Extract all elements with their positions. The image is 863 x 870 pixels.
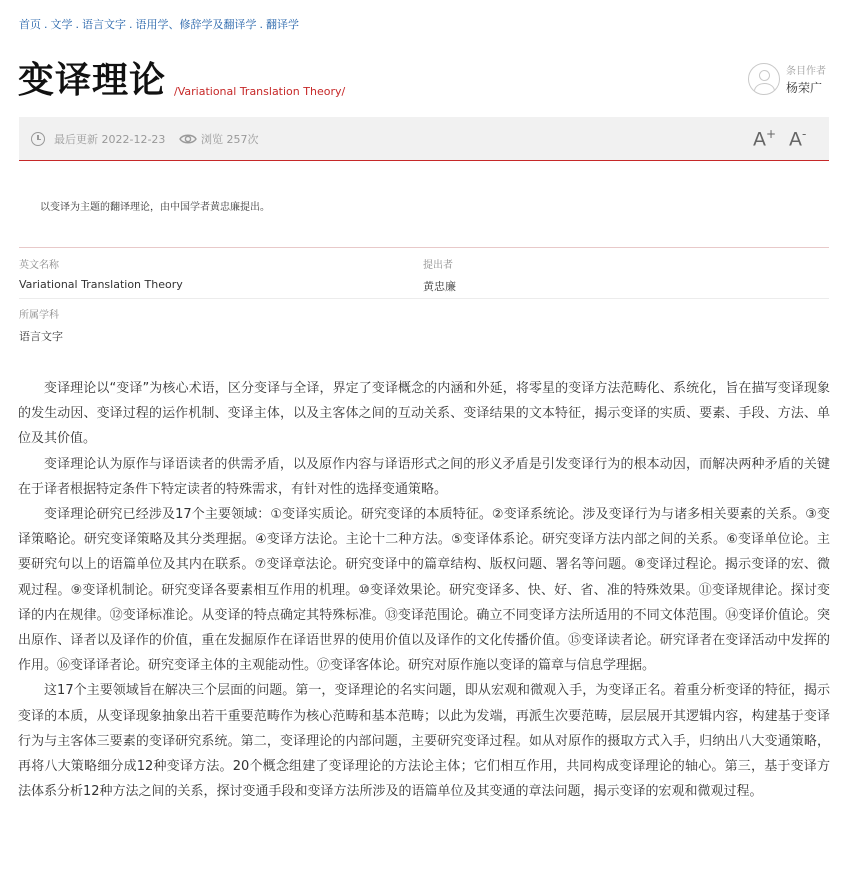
article-body bbox=[18, 376, 830, 804]
breadcrumb-separator: . bbox=[259, 18, 263, 31]
page-subtitle: /Variational Translation Theory/ bbox=[174, 85, 346, 98]
proposer-value: 黄忠廉 bbox=[423, 280, 456, 293]
breadcrumb-translation-studies[interactable]: 翻译学 bbox=[266, 18, 299, 31]
english-name-value: Variational Translation Theory bbox=[19, 278, 183, 291]
info-table bbox=[19, 247, 829, 343]
author-name[interactable]: 杨荣广 bbox=[786, 81, 823, 95]
eye-icon bbox=[179, 133, 197, 145]
last-updated bbox=[31, 131, 165, 147]
breadcrumb-home[interactable]: 首页 bbox=[19, 18, 41, 31]
page-title: 变译理论 bbox=[18, 60, 167, 101]
user-avatar-icon bbox=[748, 63, 780, 95]
breadcrumb-literature[interactable]: 文学 bbox=[50, 18, 73, 31]
clock-icon bbox=[31, 132, 45, 146]
proposer-cell bbox=[423, 256, 456, 294]
entry-author[interactable] bbox=[748, 62, 826, 96]
article-paragraph: 变译理论认为原作与译语读者的供需矛盾，以及原作内容与译语形式之间的形义矛盾是引发变译行为的根本动因，而解决两种矛盾的关键在于译者根据特定条件下特定读者的特殊需求，有针对性的选择变通策略。 bbox=[18, 456, 830, 497]
view-count bbox=[179, 131, 259, 147]
english-name-cell bbox=[19, 256, 183, 291]
discipline-label: 所属学科 bbox=[19, 310, 59, 321]
article-paragraph: 变译理论以“变译”为核心术语，区分变译与全译，界定了变译概念的内涵和外延，将零星的变译方法范畴化、系统化，旨在描写变译现象的发生动因、变译过程的运作机制、变译主体，以及主客体之间的互动关系、变译结果的文本特征，揭示变译的实质、要素、手段、方法、单位及其价值。 bbox=[18, 381, 830, 447]
breadcrumb-separator: . bbox=[44, 18, 48, 31]
breadcrumb-separator: . bbox=[75, 18, 79, 31]
discipline-cell bbox=[19, 306, 63, 344]
english-name-label: 英文名称 bbox=[19, 260, 59, 271]
breadcrumb-separator: . bbox=[129, 18, 133, 31]
title-row bbox=[18, 58, 345, 104]
views-label: 浏览 bbox=[201, 133, 223, 146]
proposer-label: 提出者 bbox=[423, 260, 453, 271]
breadcrumb-language[interactable]: 语言文字 bbox=[82, 18, 126, 31]
divider bbox=[19, 298, 829, 299]
meta-bar bbox=[19, 117, 829, 161]
font-decrease-button[interactable]: A- bbox=[789, 127, 807, 151]
last-updated-label: 最后更新 bbox=[54, 133, 98, 146]
last-updated-date: 2022-12-23 bbox=[101, 132, 166, 146]
author-label: 条目作者 bbox=[786, 66, 826, 77]
article-paragraph: 这17个主要领域旨在解决三个层面的问题。第一，变译理论的名实问题，即从宏观和微观入手，为变译正名。着重分析变译的特征，揭示变译的本质，从变译现象抽象出若干重要范畴作为核心范畴和基本范畴；以此为发端，再派生次要范畴，层层展开其逻辑内容，构建基于变译行为与主客体三要素的变译研究系统。第二，变译理论的内部问题，主要研究变译过程。如从对原作的摄取方式入手，归纳出八大变通策略，再将八大策略细分成12种变译方法。20个概念组建了变译理论的方法论主体；它们相互作用，共同构成变译理论的轴心。第三，基于变译方法体系分析12种方法之间的关系，探讨变通手段和变译方法所涉及的语篇单位及其变通的章法问题，揭示变译的宏观和微观过程。 bbox=[18, 683, 830, 800]
entry-summary: 以变译为主题的翻译理论，由中国学者黄忠廉提出。 bbox=[40, 202, 270, 213]
discipline-value[interactable]: 语言文字 bbox=[19, 330, 63, 343]
views-count: 257次 bbox=[226, 133, 259, 146]
font-increase-button[interactable]: A+ bbox=[753, 127, 777, 151]
breadcrumb-pragmatics[interactable]: 语用学、修辞学及翻译学 bbox=[135, 18, 257, 31]
article-paragraph: 变译理论研究已经涉及17个主要领域：①变译实质论。研究变译的本质特征。②变译系统论。涉及变译行为与诸多相关要素的关系。③变译策略论。研究变译策略及其分类理据。④变译方法论。主论十二种方法。⑤变译体系论。研究变译方法内部之间的关系。⑥变译单位论。主要研究句以上的语篇单位及其内在联系。⑦变译章法论。研究变译中的篇章结构、版权问题、署名等问题。⑧变译过程论。揭示变译的宏、微观过程。⑨变译机制论。研究变译各要素相互作用的机理。⑩变译效果论。研究变译多、快、好、省、准的特殊效果。⑪变译规律论。探讨变译的内在规律。⑫变译标准论。从变译的特点确定其特殊标准。⑬变译范围论。确立不同变译方法所适用的不同文体范围。⑭变译价值论。突出原作、译者以及译作的价值，重在发掘原作在译语世界的使用价值以及译作的文化传播价值。⑮变译读者论。研究译者在变译活动中发挥的作用。⑯变译译者论。研究变译主体的主观能动性。⑰变译客体论。研究对原作施以变译的篇章与信息学理据。 bbox=[18, 507, 830, 674]
breadcrumb bbox=[19, 16, 299, 32]
